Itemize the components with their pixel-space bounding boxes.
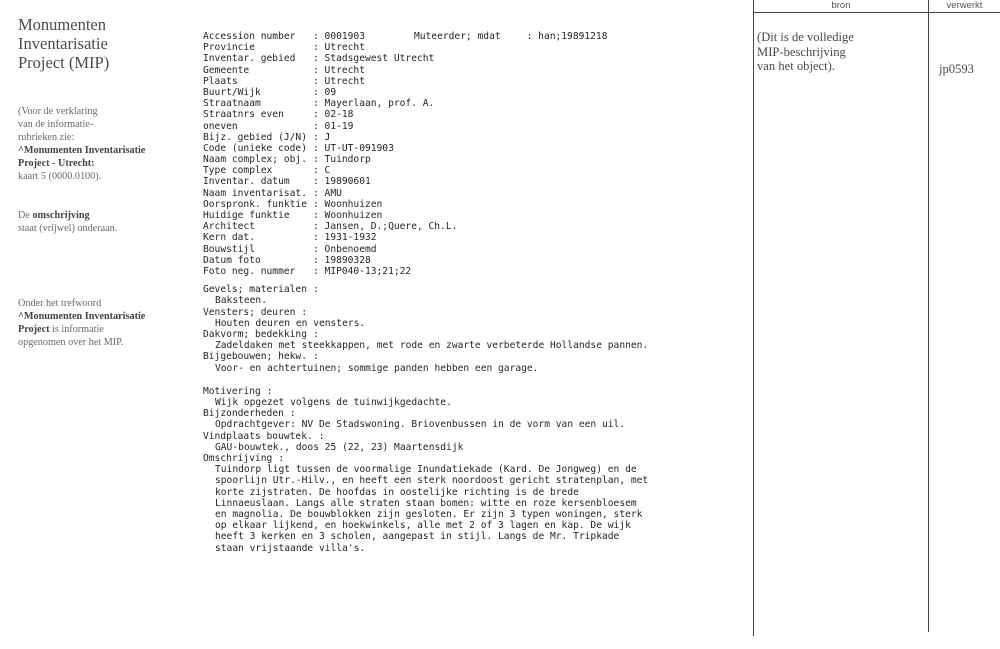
field-value: : C: [313, 165, 331, 177]
section-item: [203, 351, 748, 373]
section-colon: :: [278, 452, 285, 464]
field-row: [203, 210, 748, 221]
section-heading: Vensters; deuren: [203, 306, 296, 318]
field-value: : Stadsgewest Utrecht: [313, 53, 435, 65]
field-value: : Utrecht: [313, 64, 365, 76]
note-reference-link: Project - Utrecht:: [18, 158, 95, 170]
field-key: Naam complex; obj.: [203, 154, 307, 166]
section-body: Opdrachtgever: NV De Stadswoning. Briovenbussen in de vorm van een uil.: [215, 419, 626, 431]
note-line: opgenomen over het MIP.: [18, 337, 124, 349]
section-heading: Bijzonderheden: [203, 408, 284, 420]
project-title-line: Project (MIP): [18, 53, 110, 72]
note-keyword: omschrijving: [32, 209, 90, 221]
field-row: [203, 109, 748, 120]
field-row: [203, 255, 748, 266]
description-note: [18, 209, 183, 235]
explanation-note: [18, 105, 183, 184]
note-line: (Voor de verklaring: [18, 106, 98, 117]
note-text: De: [18, 209, 33, 221]
section-item: [203, 431, 748, 453]
column-header-bron: bron: [831, 0, 851, 11]
monument-record: [203, 31, 748, 566]
panel-left-border: [753, 0, 754, 636]
section-heading: Gevels; materialen: [203, 284, 307, 296]
field-value: : J: [313, 131, 331, 143]
source-line: van het object).: [757, 59, 835, 73]
section-body: Wijk opgezet volgens de tuinwijkgedachte.: [215, 396, 452, 408]
field-key: Bijz. gebied (J/N): [203, 131, 307, 143]
note-reference-link: ^Monumenten Inventarisatie: [18, 145, 146, 157]
section-item: [203, 284, 748, 306]
field-key: Architect: [203, 221, 255, 233]
section-item: [203, 453, 748, 554]
field-value: : Utrecht: [313, 42, 365, 54]
field-value: : AMU: [313, 187, 342, 199]
field-key: Huidige funktie: [203, 210, 290, 221]
field-value: : 19890328: [313, 254, 371, 266]
section-item: [203, 386, 748, 408]
section-body: Zadeldaken met steekkappen, met rode en zwarte verbeterde Hollandse pannen.: [215, 340, 649, 352]
source-line: MIP-beschrijving: [757, 44, 846, 59]
field-value: : Tuindorp: [313, 154, 371, 166]
note-line: staat (vrijwel) onderaan.: [18, 222, 118, 234]
field-row: [203, 31, 748, 42]
field-key: Inventar. datum: [203, 176, 290, 188]
field-row: [203, 165, 748, 176]
processed-code: jp0593: [939, 62, 974, 76]
field-key: Provincie: [203, 42, 255, 54]
field-key: Buurt/Wijk: [203, 86, 261, 98]
field-value: : Mayerlaan, prof. A.: [313, 98, 435, 110]
section-item: [203, 408, 748, 430]
field-row: [203, 65, 748, 76]
section-heading: Omschrijving: [203, 452, 273, 464]
field-key: Plaats: [203, 75, 238, 87]
section-colon: :: [301, 306, 308, 318]
muteerder-value: : han;19891218: [526, 31, 608, 42]
field-value: : 02-18: [313, 109, 354, 121]
section-body: Baksteen.: [215, 295, 267, 307]
note-line: van de informatie-: [18, 119, 94, 131]
field-value: : 09: [313, 86, 337, 98]
section-heading: Bijgebouwen; hekw.: [203, 351, 307, 363]
field-value: : Woonhuizen: [313, 198, 383, 210]
note-line: kaart 5 (0000.0100).: [18, 171, 102, 183]
project-title-line: Monumenten: [18, 15, 106, 34]
left-info-column: [18, 15, 183, 349]
keyword-note: [18, 297, 183, 349]
field-value: : 0001903: [313, 31, 365, 42]
field-key: Code (unieke code): [203, 142, 307, 154]
section-body: Tuindorp ligt tussen de voormalige Inundatiekade (Kard. De Jongweg) en de spoorlijn Utr.-Hilv., en heeft een sterk noordoost gericht stratenplan, met korte zijstraten. De hoofdas in oostelijke richting is de brede Linnaeuslaan. Langs alle straten staan bomen: witte en roze kersenbloesem en magnolia. De bouwblokken zijn gesloten. Er zijn 3 typen woningen, sterk op elkaar lijkend, en hoekwinkels, alle met 2 of 3 lagen en kap. De wijk heeft 3 kerken en 3 scholen, aangepast in stijl. Langs de Mr. Tripkade staan vrijstaande villa's.: [215, 464, 649, 554]
panel-header-divider: [753, 12, 1000, 13]
field-key: Naam inventarisat.: [203, 187, 307, 199]
field-row: [203, 98, 748, 109]
field-key: Inventar. gebied: [203, 53, 296, 65]
field-row: [203, 244, 748, 255]
field-row: [203, 154, 748, 165]
section-colon: :: [289, 408, 296, 420]
note-line: Onder het trefwoord: [18, 297, 102, 309]
field-value: : UT-UT-091903: [313, 142, 394, 154]
section-heading: Vindplaats bouwtek.: [203, 430, 313, 442]
field-value: : 1931-1932: [313, 232, 377, 244]
field-row: [203, 221, 748, 232]
field-row: [203, 266, 748, 277]
field-row: [203, 76, 748, 87]
field-row: [203, 87, 748, 98]
section-body: Voor- en achtertuinen; sommige panden hebben een garage.: [215, 362, 539, 374]
field-row: [203, 188, 748, 199]
record-sections: [203, 284, 748, 554]
field-value: : Onbenoemd: [313, 243, 377, 255]
field-row: [203, 232, 748, 243]
field-row: [203, 53, 748, 64]
field-value: : Jansen, D.;Quere, Ch.L.: [313, 221, 458, 233]
field-row: [203, 121, 748, 132]
section-colon: :: [312, 351, 319, 363]
field-key: oneven: [203, 120, 238, 132]
field-row: [203, 199, 748, 210]
field-key: Accession number: [203, 31, 296, 42]
field-key: Gemeente: [203, 64, 250, 76]
note-text: is informatie: [49, 323, 104, 335]
note-reference-link: Project: [18, 323, 50, 335]
note-reference-link: ^Monumenten Inventarisatie: [18, 310, 146, 322]
field-value: : 19890601: [313, 176, 371, 188]
field-key: Kern dat.: [203, 232, 255, 244]
field-key: Bouwstijl: [203, 243, 255, 255]
field-key: Straatnaam: [203, 98, 261, 110]
field-key: Datum foto: [203, 254, 261, 266]
source-line: (Dit is de volledige: [757, 30, 854, 44]
section-colon: :: [318, 430, 325, 442]
note-line: rubrieken zie:: [18, 132, 75, 144]
muteerder-key: Muteerder; mdat: [413, 31, 501, 42]
project-title-line: Inventarisatie: [18, 34, 108, 53]
section-colon: :: [312, 284, 319, 296]
panel-column-divider: [928, 0, 929, 632]
section-heading: Motivering: [203, 385, 261, 397]
field-row: [203, 176, 748, 187]
field-key: Type complex: [203, 165, 273, 177]
field-row: [203, 132, 748, 143]
source-description: [757, 30, 854, 74]
field-value: : MIP040-13;21;22: [313, 265, 412, 277]
section-colon: :: [266, 385, 273, 397]
record-fields: [203, 31, 748, 277]
section-block: [203, 386, 748, 554]
field-row: [203, 143, 748, 154]
project-title: [18, 15, 183, 72]
section-item: [203, 329, 748, 351]
column-header-verwerkt: verwerkt: [946, 0, 983, 11]
field-key: Oorspronk. funktie: [203, 198, 307, 210]
section-heading: Dakvorm; bedekking: [203, 328, 307, 340]
section-body: Houten deuren en vensters.: [215, 317, 366, 329]
section-colon: :: [312, 328, 319, 340]
section-block: [203, 284, 748, 374]
section-body: GAU-bouwtek., doos 25 (22, 23) Maartensdijk: [215, 441, 464, 453]
field-row: [203, 42, 748, 53]
field-key: Straatnrs even: [203, 109, 284, 121]
field-value: : Woonhuizen: [313, 210, 383, 221]
field-value: : Utrecht: [313, 75, 365, 87]
section-item: [203, 307, 748, 329]
field-value: : 01-19: [313, 120, 354, 132]
field-key: Foto neg. nummer: [203, 265, 296, 277]
